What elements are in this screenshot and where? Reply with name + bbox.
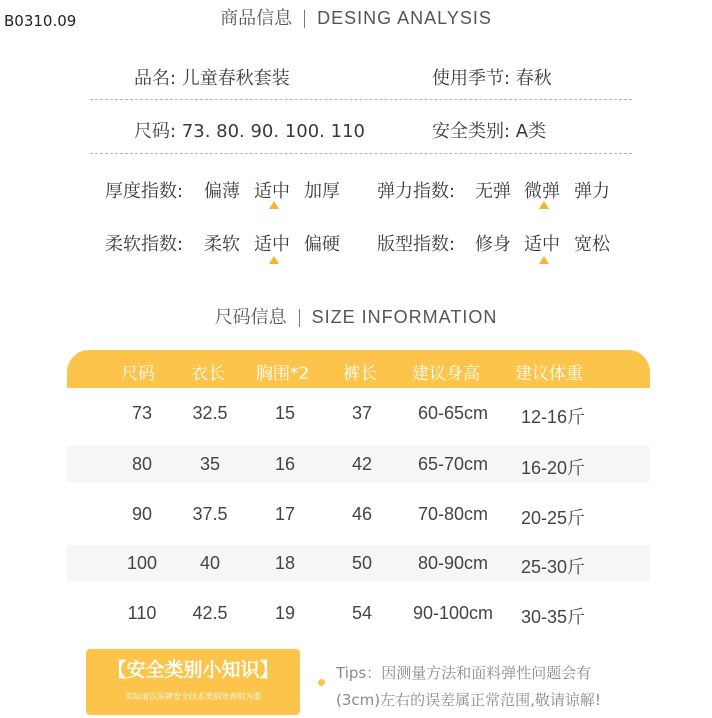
- index-fit-label: 版型指数:: [377, 234, 456, 255]
- product-section-title-en: DESING ANALYSIS: [317, 8, 492, 28]
- table-header-cell: 建议体重: [515, 364, 583, 384]
- index-softness-option-selected: 适中: [254, 234, 290, 255]
- table-cell: 65-70cm: [417, 454, 489, 474]
- index-thickness-option-selected: 适中: [254, 181, 290, 202]
- table-cell: 100: [126, 553, 158, 573]
- info-row-size-safety: [90, 111, 632, 147]
- tips-bullet-icon: [318, 679, 325, 686]
- tips-line-2: (3cm)左右的误差属正常范围,敬请谅解!: [336, 691, 601, 709]
- table-cell: 40: [199, 553, 221, 573]
- product-season: 使用季节: 春秋: [432, 68, 552, 89]
- table-cell: 110: [127, 603, 157, 623]
- selected-caret-icon: [269, 201, 279, 209]
- index-elasticity-option: 无弹: [475, 181, 511, 202]
- index-fit-option: 宽松: [574, 234, 610, 255]
- table-cell: 15: [274, 403, 296, 423]
- product-sizes: 尺码: 73. 80. 90. 100. 110: [134, 121, 365, 142]
- size-section-title-en: SIZE INFORMATION: [311, 307, 498, 327]
- selected-caret-icon: [539, 256, 549, 264]
- table-cell: 73: [131, 403, 153, 423]
- index-thickness-option: 加厚: [304, 181, 340, 202]
- table-cell: 42: [351, 454, 373, 474]
- table-cell: 70-80cm: [417, 504, 489, 524]
- index-softness-option: 偏硬: [304, 234, 340, 255]
- table-cell: 25-30斤: [520, 557, 586, 577]
- table-cell: 12-16斤: [520, 407, 586, 427]
- tips-line-1: Tips：因测量方法和面料弹性问题会有: [336, 664, 592, 682]
- table-header-cell: 尺码: [121, 364, 155, 384]
- index-elasticity-label: 弹力指数:: [377, 181, 456, 202]
- product-section-title: [0, 4, 712, 30]
- index-thickness-option: 偏薄: [204, 181, 240, 202]
- table-cell: 90-100cm: [412, 603, 494, 623]
- index-elasticity-option: 弹力: [574, 181, 610, 202]
- table-header-cell: 胸围*2: [256, 364, 310, 384]
- table-cell: 30-35斤: [520, 607, 586, 627]
- info-row-name-season: [90, 58, 632, 94]
- table-header-cell: 裤长: [343, 364, 377, 384]
- index-softness-option: 柔软: [204, 234, 240, 255]
- table-cell: 37: [351, 403, 373, 423]
- product-name: 品名: 儿童春秋套装: [134, 68, 290, 89]
- title-separator: [299, 309, 300, 327]
- table-cell: 37.5: [192, 504, 228, 524]
- index-fit-option-selected: 适中: [524, 234, 560, 255]
- table-cell: 16: [274, 454, 296, 474]
- table-cell: 32.5: [192, 403, 228, 423]
- table-cell: 18: [274, 553, 296, 573]
- table-cell: 16-20斤: [520, 458, 586, 478]
- table-cell: 54: [351, 603, 373, 623]
- table-header-cell: 建议身高: [412, 364, 480, 384]
- dashed-divider: [90, 99, 632, 100]
- product-safety: 安全类别: A类: [432, 121, 547, 142]
- index-elasticity-option-selected: 微弹: [524, 181, 560, 202]
- size-section-title: [0, 303, 712, 329]
- table-cell: 35: [199, 454, 221, 474]
- index-fit-option: 修身: [475, 234, 511, 255]
- table-cell: 17: [274, 504, 296, 524]
- product-code: B0310.09: [4, 12, 77, 30]
- table-header-cell: 衣长: [191, 364, 225, 384]
- size-section-title-cn: 尺码信息: [214, 307, 287, 328]
- product-section-title-cn: 商品信息: [220, 8, 293, 29]
- table-cell: 80-90cm: [417, 553, 489, 573]
- table-cell: 42.5: [192, 603, 228, 623]
- table-cell: 80: [131, 454, 153, 474]
- selected-caret-icon: [539, 201, 549, 209]
- table-cell: 19: [274, 603, 296, 623]
- index-softness-label: 柔软指数:: [105, 234, 184, 255]
- index-thickness-label: 厚度指数:: [105, 181, 184, 202]
- table-cell: 60-65cm: [417, 403, 489, 423]
- safety-knowledge-badge: [86, 649, 300, 715]
- safety-knowledge-title: 【安全类别小知识】: [107, 659, 279, 681]
- selected-caret-icon: [269, 256, 279, 264]
- table-cell: 46: [351, 504, 373, 524]
- table-cell: 20-25斤: [520, 508, 586, 528]
- size-table-header: [67, 350, 650, 388]
- table-cell: 90: [131, 504, 153, 524]
- dashed-divider: [90, 153, 632, 154]
- safety-knowledge-subtitle: 实际请以吊牌安全技术类别处表明为准: [125, 692, 261, 701]
- table-cell: 50: [351, 553, 373, 573]
- title-separator: [304, 10, 305, 28]
